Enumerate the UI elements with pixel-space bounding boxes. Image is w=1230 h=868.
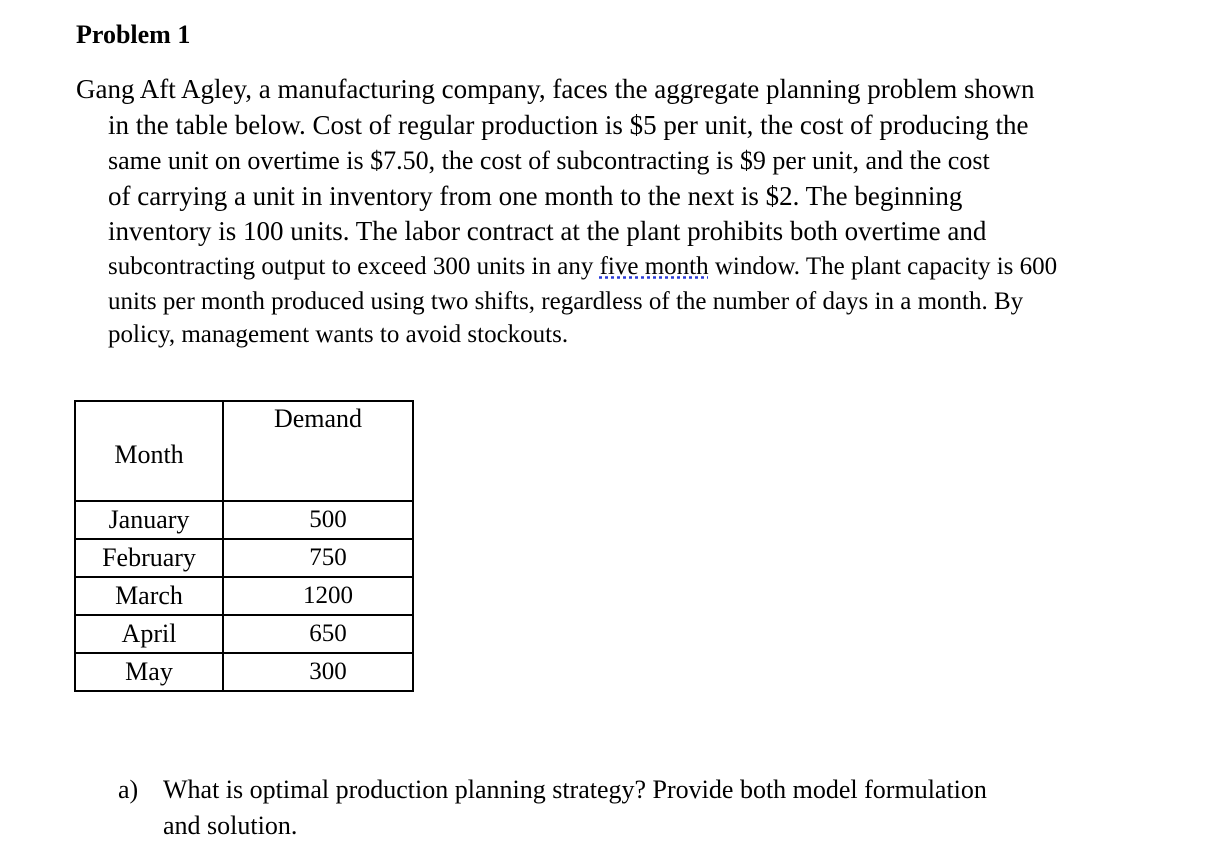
statement-line-4: of carrying a unit in inventory from one month to the next is $2. The beginning (108, 181, 963, 211)
table-row (75, 615, 413, 653)
month-cell: May (75, 653, 223, 691)
statement-line-6-after: window. The plant capacity is 600 (708, 253, 1058, 280)
demand-table (74, 400, 414, 692)
header-month: Month (75, 401, 223, 501)
demand-cell: 500 (223, 501, 413, 539)
demand-cell: 1200 (223, 577, 413, 615)
statement-line-6-before: subcontracting output to exceed 300 units in any (108, 253, 600, 280)
demand-cell: 650 (223, 615, 413, 653)
demand-cell: 750 (223, 539, 413, 577)
month-cell: January (75, 501, 223, 539)
table-header-row (75, 401, 413, 501)
month-cell: February (75, 539, 223, 577)
problem-title: Problem 1 (76, 20, 191, 49)
table-row (75, 539, 413, 577)
month-cell: March (75, 577, 223, 615)
statement-line-2: in the table below. Cost of regular production is $5 per unit, the cost of producing the (108, 110, 1029, 140)
statement-line-7: units per month produced using two shifts, regardless of the number of days in a month. By (108, 288, 1024, 315)
statement-line-8: policy, management wants to avoid stockouts. (108, 321, 569, 348)
statement-line-6 (108, 250, 1057, 284)
header-demand: Demand (223, 401, 413, 501)
question-line-2: and solution. (163, 811, 298, 840)
five-month-underlined: five month (599, 253, 709, 280)
statement-line-5: inventory is 100 units. The labor contract at the plant prohibits both overtime and (108, 216, 987, 246)
statement-line-3: same unit on overtime is $7.50, the cost of subcontracting is $9 per unit, and the cost (108, 146, 990, 175)
question-line-1: What is optimal production planning strategy? Provide both model formulation (163, 775, 987, 804)
demand-cell: 300 (223, 653, 413, 691)
table-row (75, 577, 413, 615)
table-row (75, 501, 413, 539)
statement-line-1: Gang Aft Agley, a manufacturing company, faces the aggregate planning problem shown (76, 74, 1035, 104)
question-label: a) (118, 775, 139, 804)
month-cell: April (75, 615, 223, 653)
table-row (75, 653, 413, 691)
